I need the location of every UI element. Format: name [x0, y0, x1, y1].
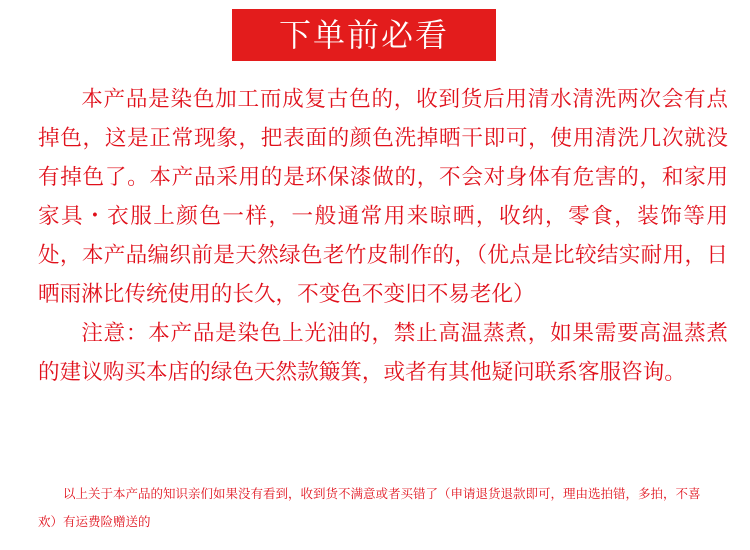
- notice-body: [38, 80, 728, 392]
- caution-paragraph: 注意：本产品是染色上光油的，禁止高温蒸煮，如果需要高温蒸煮的建议购买本店的绿色天然款簸箕，或者有其他疑问联系客服咨询。: [38, 321, 728, 385]
- product-description-paragraph: 本产品是染色加工而成复古色的，收到货后用清水清洗两次会有点掉色，这是正常现象，把表面的颜色洗掉晒干即可，使用清洗几次就没有掉色了。本产品采用的是环保漆做的，不会对身体有危害的，和家用家具・衣服上颜色一样，一般通常用来晾晒，收纳，零食，装饰等用处，本产品编织前是天然绿色老竹皮制作的，（优点是比较结实耐用，日晒雨淋比传统使用的长久，不变色不变旧不易老化）: [38, 87, 728, 307]
- title-banner: [232, 9, 496, 61]
- return-policy-note: 以上关于本产品的知识亲们如果没有看到，收到货不满意或者买错了（申请退货退款即可，理由选拍错，多拍，不喜欢）有运费险赠送的: [38, 486, 701, 529]
- page-title: 下单前必看: [278, 16, 449, 54]
